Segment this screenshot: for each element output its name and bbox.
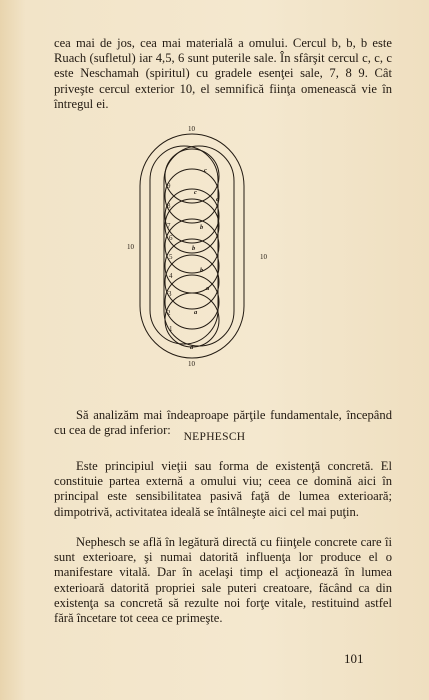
section-heading-nephesch: NEPHESCH [183, 431, 246, 443]
circle-c-1 [165, 149, 219, 203]
label-1: 1 [169, 325, 173, 333]
label-10-right: 10 [260, 253, 267, 261]
label-b-1: b [200, 224, 204, 231]
label-6: 6 [169, 234, 173, 242]
label-c-3: c [216, 196, 219, 203]
nephesch-paragraph-2: Nephesch se află în legătură directă cu fiinţele concrete care îi sunt exterioare, şi numai datorită influenţa lor produce el o manifestare vitală. Dar în acelaşi timp el acţionează în lumea exterioară datorită propriei sale puteri creatoare, făcând ca din existenţa sa concretă să rezulte noi forţe vitale, restituind astfel fără încetare tot ceea ce primeşte. [54, 535, 392, 626]
circle-a-3 [165, 293, 219, 347]
label-8: 8 [167, 202, 171, 210]
label-3: 3 [168, 290, 172, 298]
intro-paragraph: cea mai de jos, cea mai materială a omului. Cercul b, b, b este Ruach (sufletul) iar 4,5, 6 sunt puterile sale. În sfârşit cercul c, c, c este Neschamah (spiritul) cu gradele esenţei sale, 7, 8 9. Cât priveşte cercul exterior 10, el semnifică fiinţa omenească vie în întregul ei. [54, 36, 392, 111]
inner-outline-left [150, 146, 218, 344]
sephirot-circles-diagram [120, 124, 280, 366]
circle-c-3 [165, 189, 219, 243]
label-c-2: c [194, 189, 197, 196]
label-4: 4 [169, 272, 173, 280]
label-5: 5 [169, 253, 173, 261]
label-b-3: b [200, 267, 204, 274]
circle-c-2 [165, 169, 219, 223]
label-b-2: b [192, 245, 196, 252]
label-a-1: a [206, 285, 210, 292]
label-10-left: 10 [127, 243, 134, 251]
nephesch-paragraph-1: Este principiul vieţii sau forma de existenţă concretă. El constituie partea externă a omului viu; ceea ce domină aici în principal este sensibilitatea pasivă faţă de lumea exterioară; dimpotrivă, activitatea ideală se întâlneşte aici cel mai puţin. [54, 459, 392, 519]
label-10-bottom: 10 [188, 360, 195, 366]
page-number: 101 [344, 651, 364, 666]
label-10-top: 10 [188, 125, 195, 133]
label-7: 7 [167, 222, 171, 230]
analysis-paragraph: Să analizăm mai îndeaproape părţile fundamentale, începând cu cea de grad inferior: [54, 408, 392, 438]
label-c-1: c [204, 167, 207, 174]
label-a-3: a [190, 344, 194, 351]
label-9: 9 [167, 182, 171, 190]
label-a-2: a [194, 309, 198, 316]
circle-a-2 [165, 275, 219, 329]
label-2: 2 [167, 309, 171, 317]
